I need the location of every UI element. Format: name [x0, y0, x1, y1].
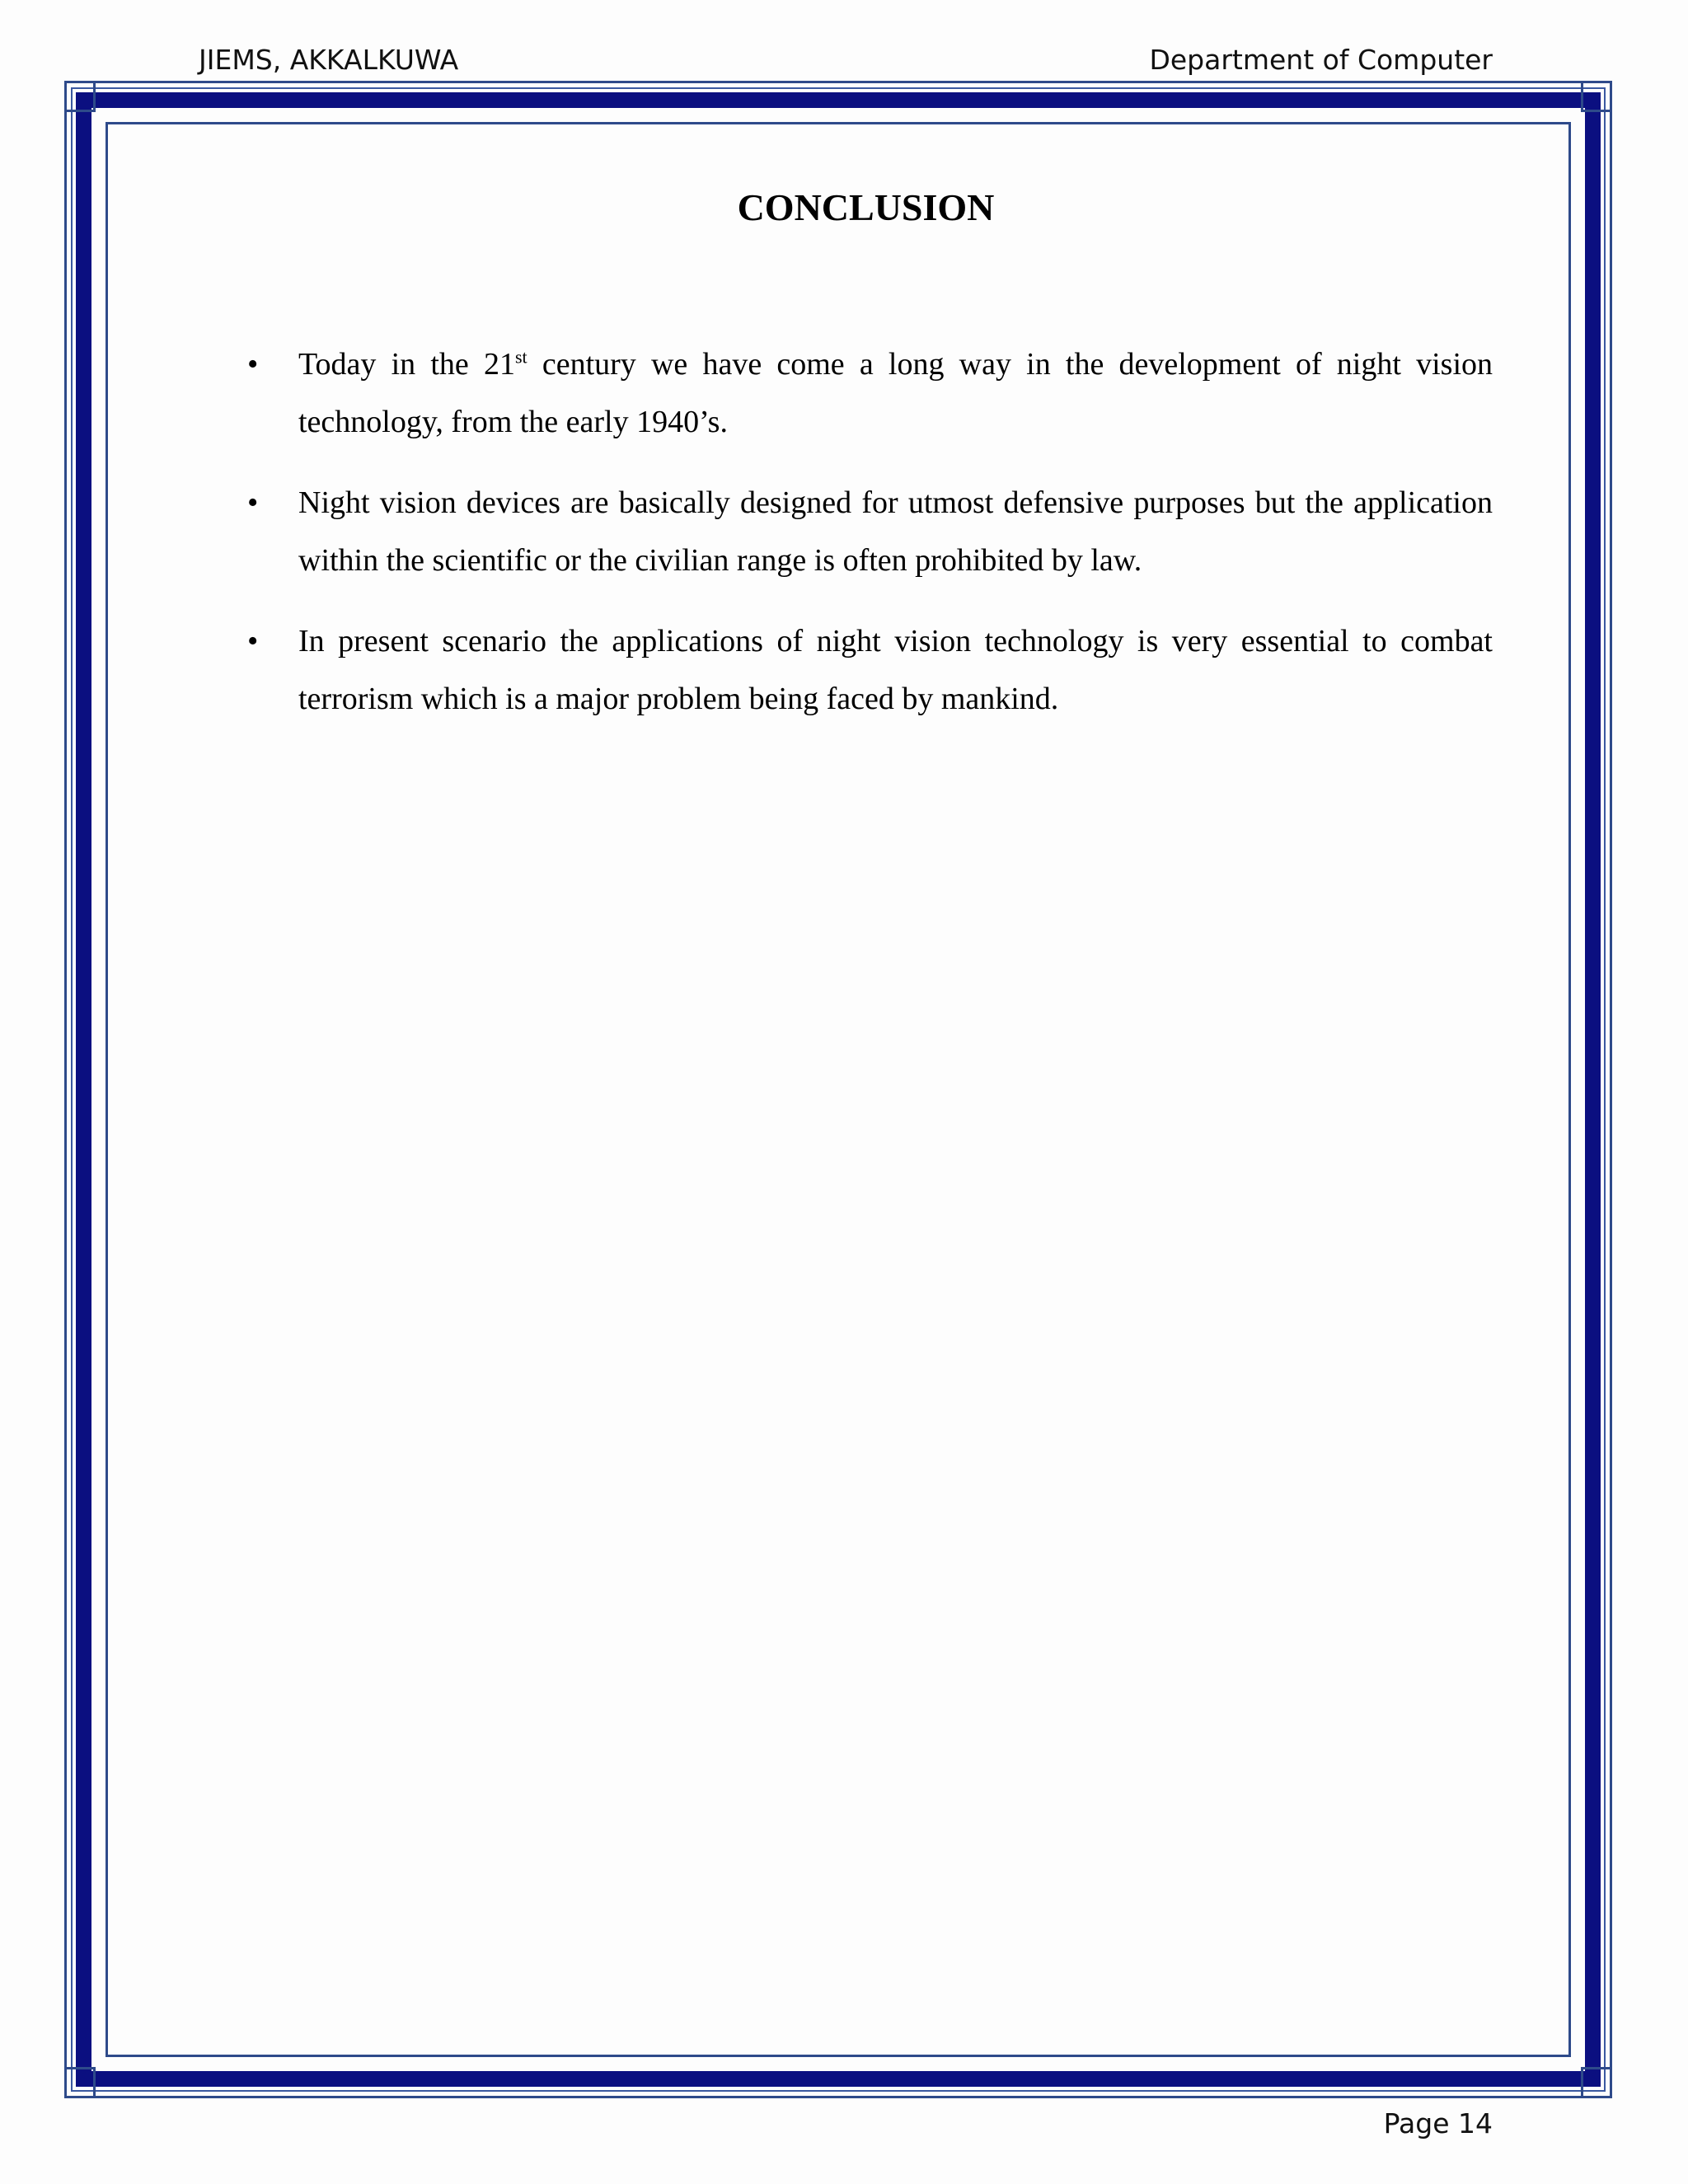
bullet-icon: •: [247, 624, 259, 658]
list-item-text: Night vision devices are basically designed for utmost defensive purposes but the application within the scientific or the civilian range is often prohibited by law.: [298, 485, 1493, 578]
list-item: [239, 474, 1493, 589]
list-item: [239, 335, 1493, 451]
bullet-icon: •: [247, 485, 259, 520]
page-title: CONCLUSION: [737, 186, 995, 228]
border-corner-top-left: [64, 81, 96, 112]
list-item: [239, 612, 1493, 728]
superscript: st: [514, 346, 528, 368]
list-item-text: In present scenario the applications of night vision technology is very essential to combat terrorism which is a major problem being faced by mankind.: [298, 624, 1493, 716]
page-header-left: JIEMS, AKKALKUWA: [199, 44, 459, 76]
list-item-text-end: century we have come a long way in the development of night vision technology, from the early 1940’s.: [298, 347, 1493, 439]
border-corner-top-right: [1581, 81, 1612, 112]
bullet-icon: •: [247, 347, 259, 382]
border-corner-bottom-right: [1581, 2067, 1612, 2098]
conclusion-list: [239, 335, 1493, 728]
page-number: Page 14: [1383, 2107, 1493, 2139]
page-content: [239, 183, 1493, 751]
border-corner-bottom-left: [64, 2067, 96, 2098]
list-item-text-start: Today in the 21: [298, 347, 515, 382]
page-header-right: Department of Computer: [1149, 44, 1493, 76]
